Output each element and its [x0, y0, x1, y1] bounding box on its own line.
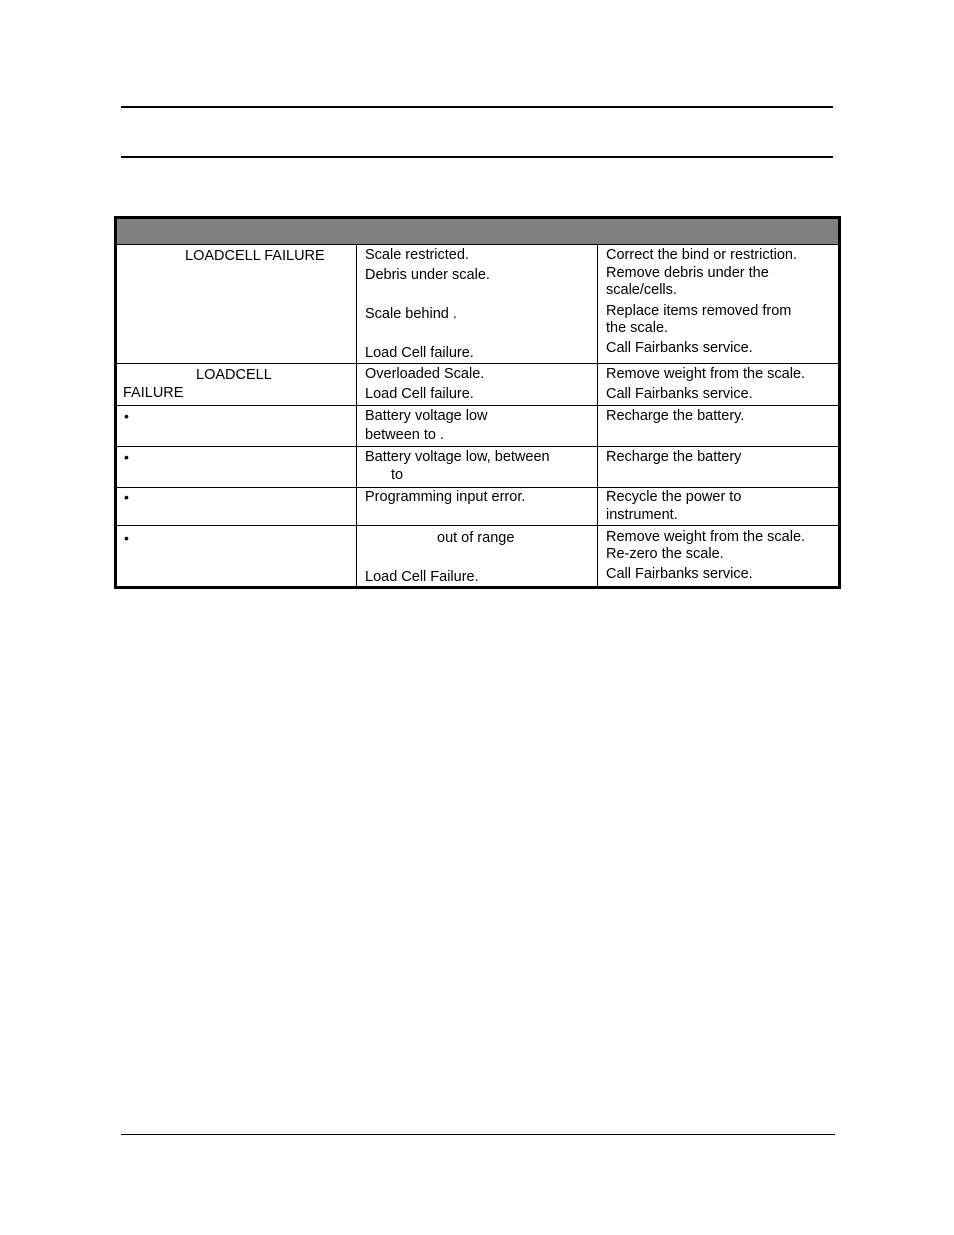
- troubleshooting-table: [114, 216, 841, 589]
- remedy-text: Remove weight from the scale.: [606, 366, 806, 382]
- cause-text: Debris under scale.: [365, 267, 490, 283]
- error-text: FAILURE: [123, 385, 184, 401]
- header-rule-bottom: [121, 156, 833, 158]
- cause-text: between to .: [365, 427, 444, 443]
- error-text: LOADCELL: [196, 367, 272, 383]
- remedy-text: Correct the bind or restriction.: [606, 247, 797, 263]
- remedy-text: Replace items removed from: [606, 303, 792, 319]
- remedy-text: Recharge the battery: [606, 449, 742, 465]
- bullet-icon: •: [124, 408, 129, 424]
- cause-text: Battery voltage low, between: [365, 449, 550, 465]
- cause-text: Load Cell Failure.: [365, 569, 479, 585]
- cause-text: to: [391, 467, 404, 483]
- column-divider: [356, 245, 357, 586]
- table-header-bar: [117, 219, 838, 245]
- cause-text: out of range: [437, 530, 515, 546]
- row-divider: [117, 446, 838, 447]
- remedy-text: Recharge the battery.: [606, 408, 745, 424]
- remedy-text: Call Fairbanks service.: [606, 566, 753, 582]
- remedy-text: Call Fairbanks service.: [606, 386, 753, 402]
- remedy-text: scale/cells.: [606, 282, 677, 298]
- remedy-text: Call Fairbanks service.: [606, 340, 753, 356]
- bullet-icon: •: [124, 449, 129, 465]
- remedy-text: Recycle the power to: [606, 489, 742, 505]
- cause-text: Battery voltage low: [365, 408, 488, 424]
- cause-text: Load Cell failure.: [365, 386, 474, 402]
- footer-rule: [121, 1134, 835, 1135]
- remedy-text: instrument.: [606, 507, 678, 523]
- row-divider: [117, 487, 838, 488]
- remedy-text: Remove debris under the: [606, 265, 769, 281]
- cause-text: Scale behind .: [365, 306, 457, 322]
- remedy-text: Re-zero the scale.: [606, 546, 724, 562]
- bullet-icon: •: [124, 530, 129, 546]
- row-divider: [117, 405, 838, 406]
- bullet-icon: •: [124, 489, 129, 505]
- remedy-text: the scale.: [606, 320, 669, 336]
- header-rule-top: [121, 106, 833, 108]
- row-divider: [117, 363, 838, 364]
- remedy-text: Remove weight from the scale.: [606, 529, 806, 545]
- column-divider: [597, 245, 598, 586]
- cause-text: Load Cell failure.: [365, 345, 474, 361]
- cause-text: Programming input error.: [365, 489, 526, 505]
- error-text: LOADCELL FAILURE: [185, 248, 325, 264]
- cause-text: Overloaded Scale.: [365, 366, 485, 382]
- cause-text: Scale restricted.: [365, 247, 469, 263]
- row-divider: [117, 525, 838, 526]
